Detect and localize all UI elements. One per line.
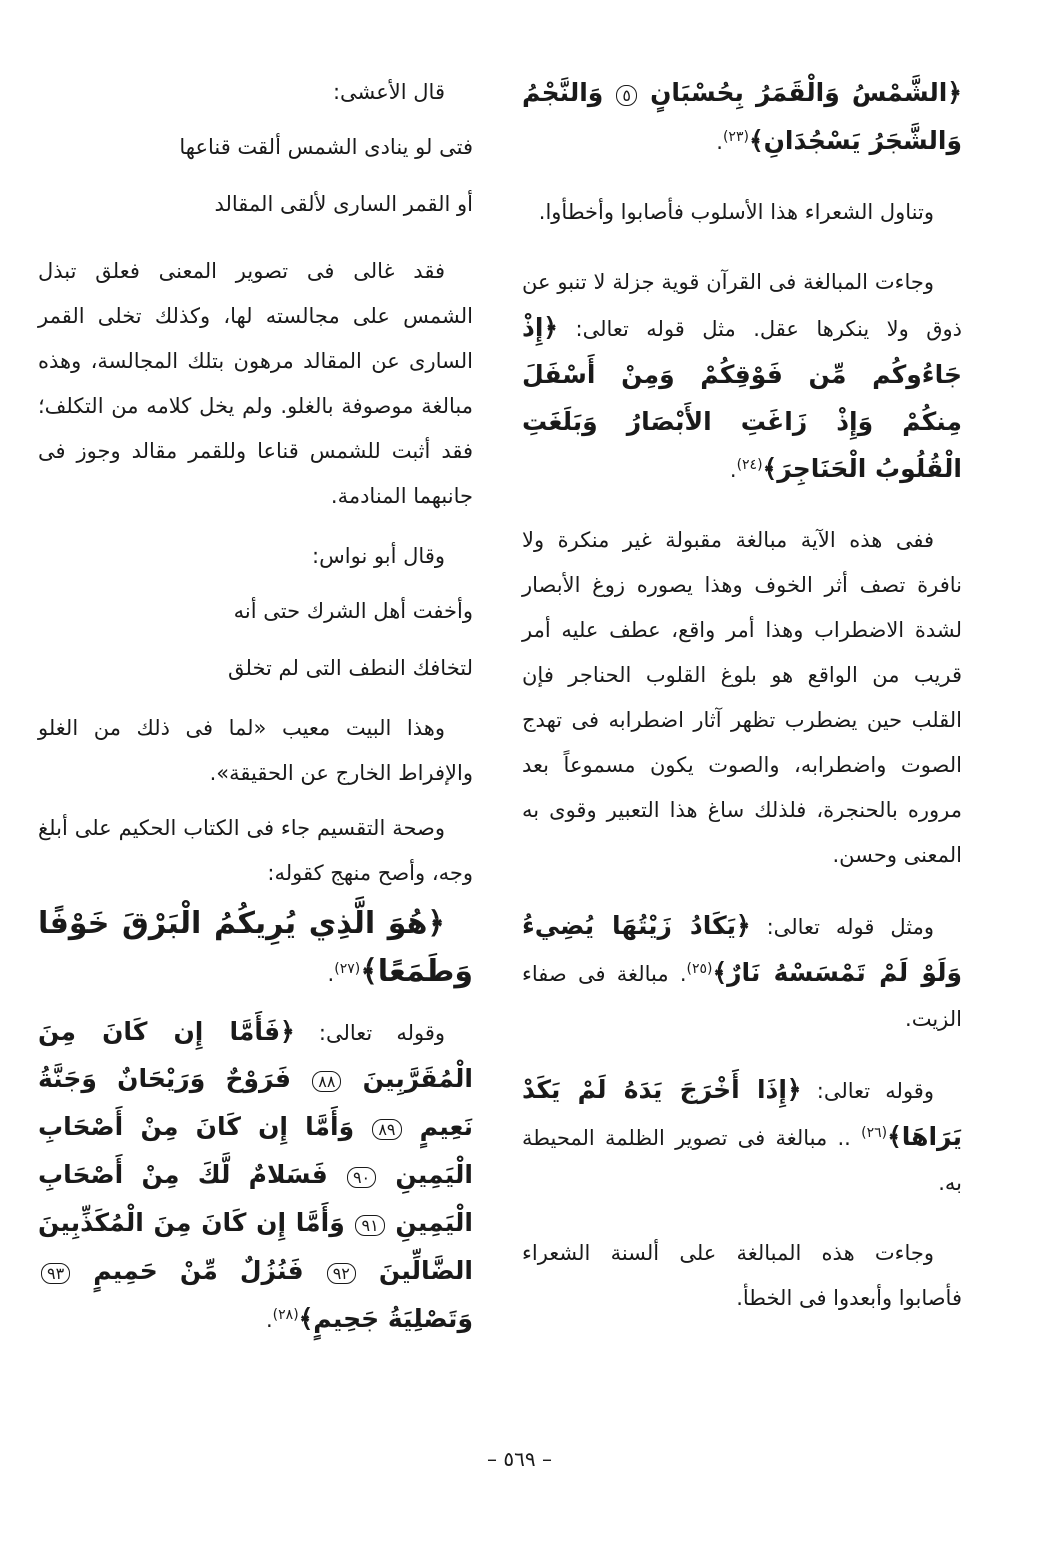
poem-verse: فتى لو ينادى الشمس ألقت قناعها <box>179 135 473 159</box>
paragraph: وصحة التقسيم جاء فى الكتاب الحكيم على أبلغ وجه، وأصح منهج كقوله: <box>38 816 473 885</box>
quran-text: ﴿إِذَا أَخْرَجَ يَدَهُ لَمْ يَكَدْ يَرَاهَا﴾ <box>522 1075 962 1151</box>
quran-text: وَأَمَّا إِن كَانَ مِنَ الْمُكَذِّبِينَ الضَّالِّينَ <box>38 1208 473 1285</box>
ayah-number: ٩٢ <box>327 1263 356 1284</box>
footnote-ref: (٢٨) <box>272 1307 299 1323</box>
paragraph: وقال أبو نواس: <box>312 544 445 568</box>
poem-verse: وأخفت أهل الشرك حتى أنه <box>233 599 473 623</box>
quran-quote-6: وقوله تعالى: ﴿فَأَمَّا إِن كَانَ مِنَ الْمُقَرَّبِينَ ٨٨ فَرَوْحٌ وَرَيْحَانٌ وَجَنَّةُ نَعِيمٍ ٨٩ وَأَمَّا إِن كَانَ مِنْ أَصْحَابِ الْيَمِينِ ٩٠ فَسَلامٌ لَّكَ مِنْ أَصْحَابِ الْيَمِينِ ٩١ وَأَمَّا إِن كَانَ مِنَ الْمُكَذِّبِينَ الضَّالِّينَ ٩٢ فَنُزُلٌ مِّنْ حَمِيمٍ ٩٣ وَتَصْلِيَةُ جَحِيمٍ﴾$^{(٢٨)}$. <box>38 1017 473 1333</box>
ayah-number: ٨٨ <box>312 1071 341 1092</box>
left-column <box>38 70 473 1368</box>
paragraph: قال الأعشى: <box>332 80 445 104</box>
poem-verse: أو القمر السارى لألقى المقالد <box>214 192 473 216</box>
paragraph: وتناول الشعراء هذا الأسلوب فأصابوا وأخطأوا. <box>538 200 934 224</box>
quran-text: ﴿يَكَادُ زَيْتُهَا يُضِيءُ وَلَوْ لَمْ تَمْسَسْهُ نَارٌ﴾ <box>522 911 962 987</box>
ayah-number: ٥ <box>616 85 637 106</box>
paragraph: ومثل قوله تعالى: ﴿يَكَادُ زَيْتُهَا يُضِيءُ وَلَوْ لَمْ تَمْسَسْهُ نَارٌ﴾$^{(٢٥)}$. مبالغة فى صفاء الزيت. <box>522 911 962 1031</box>
footnote-ref: (٢٣) <box>722 129 749 145</box>
quran-text: ﴿الشَّمْسُ وَالْقَمَرُ بِحُسْبَانٍ <box>650 78 962 107</box>
footnote-ref: (٢٦) <box>861 1125 888 1141</box>
quran-text: وَأَمَّا إِن كَانَ مِنْ أَصْحَابِ الْيَمِينِ <box>38 1112 473 1189</box>
quran-text: ﴿إِذْ جَاءُوكُم مِّن فَوْقِكُمْ وَمِنْ أَسْفَلَ مِنكُمْ وَإِذْ زَاغَتِ الأَبْصَارُ وَبَلَغَتِ الْقُلُوبُ الْحَنَاجِرَ﴾ <box>522 313 962 483</box>
quran-text: فَسَلامٌ لَّكَ مِنْ أَصْحَابِ الْيَمِينِ <box>38 1160 473 1237</box>
quran-quote-5: ﴿هُوَ الَّذِي يُرِيكُمُ الْبَرْقَ خَوْفًا وَطَمَعًا﴾$^{(٢٧)}$. <box>38 906 473 989</box>
paragraph: فقد غالى فى تصوير المعنى فعلق تبذل الشمس على مجالسته لها، وكذلك تخلى القمر السارى عن المقالد مرهون بتلك المجالسة، وهذه مبالغة موصوفة بالغلو. ولم يخل كلامه من التكلف؛ فقد أثبت للشمس قناعا وللقمر مقالد وجوز فى جانبهما المنادمة. <box>38 259 473 508</box>
quran-text: وَتَصْلِيَةُ جَحِيمٍ﴾ <box>298 1304 473 1333</box>
quran-text: فَرَوْحٌ وَرَيْحَانٌ وَجَنَّةُ نَعِيمٍ <box>38 1064 473 1141</box>
paragraph: وجاءت هذه المبالغة على ألسنة الشعراء فأصابوا وأبعدوا فى الخطأ. <box>522 1241 962 1310</box>
paragraph: وقوله تعالى: ﴿إِذَا أَخْرَجَ يَدَهُ لَمْ يَكَدْ يَرَاهَا﴾$^{(٢٦)}$ .. مبالغة فى تصوير الظلمة المحيطة به. <box>522 1075 962 1195</box>
paragraph: وهذا البيت معيب «لما فى ذلك من الغلو والإفراط الخارج عن الحقيقة». <box>38 716 473 785</box>
quran-text: وَالنَّجْمُ وَالشَّجَرُ يَسْجُدَانِ﴾ <box>522 78 962 155</box>
paragraph: وجاءت المبالغة فى القرآن قوية جزلة لا تنبو عن ذوق ولا ينكرها عقل. مثل قوله تعالى: ﴿إِذْ جَاءُوكُم مِّن فَوْقِكُمْ وَمِنْ أَسْفَلَ مِنكُمْ وَإِذْ زَاغَتِ الأَبْصَارُ وَبَلَغَتِ الْقُلُوبُ الْحَنَاجِرَ﴾$^{(٢٤)}$. <box>522 270 962 483</box>
ayah-number: ٩١ <box>355 1215 384 1236</box>
quran-quote-1: ﴿الشَّمْسُ وَالْقَمَرُ بِحُسْبَانٍ ٥ وَالنَّجْمُ وَالشَّجَرُ يَسْجُدَانِ﴾$^{(٢٣)}$. <box>522 78 962 155</box>
ayah-number: ٩٠ <box>347 1167 376 1188</box>
poem-verse: لتخافك النطف التى لم تخلق <box>228 656 473 680</box>
ayah-number: ٨٩ <box>372 1119 401 1140</box>
right-column <box>522 70 962 1346</box>
paragraph: ففى هذه الآية مبالغة مقبولة غير منكرة ولا نافرة تصف أثر الخوف وهذا يصوره زوغ الأبصار لشدة الاضطراب وهذا أمر واقع، عطف عليه أمر قريب من الواقع هو بلوغ القلوب الحناجر فإن القلب حين يضطرب تظهر آثار اضطرابه فى تهدج الصوت واضطرابه، والصوت يكون مسموعاً بعد مروره بالحنجرة، فلذلك ساغ هذا التعبير وقوى به المعنى وحسن. <box>522 528 962 867</box>
ayah-number: ٩٣ <box>41 1263 70 1284</box>
quran-text: فَنُزُلٌ مِّنْ حَمِيمٍ <box>93 1256 304 1285</box>
footnote-ref: (٢٤) <box>736 457 763 473</box>
page-number: – ٥٦٩ – <box>487 1447 552 1471</box>
quran-text: ﴿فَأَمَّا إِن كَانَ مِنَ الْمُقَرَّبِينَ <box>38 1017 473 1093</box>
footnote-ref: (٢٧) <box>334 961 361 977</box>
quran-text: ﴿هُوَ الَّذِي يُرِيكُمُ الْبَرْقَ خَوْفًا وَطَمَعًا﴾ <box>38 906 473 989</box>
footnote-ref: (٢٥) <box>686 961 713 977</box>
